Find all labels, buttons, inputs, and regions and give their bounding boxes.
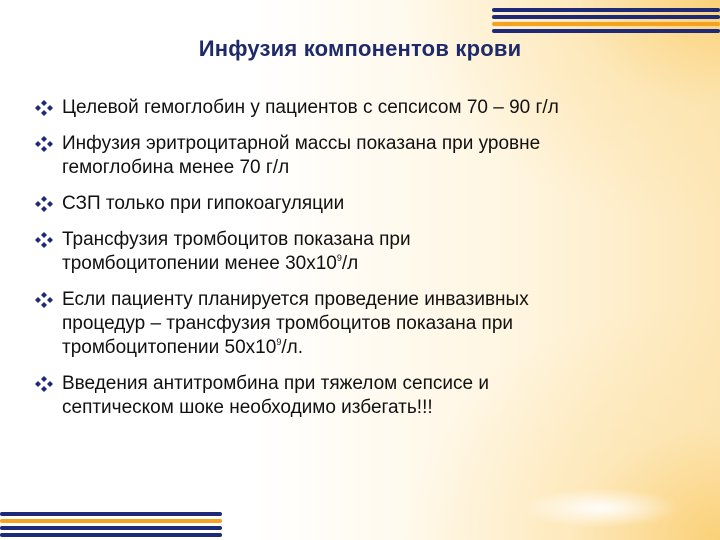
bullet-line-tail: /л. xyxy=(281,337,303,358)
bullet-item xyxy=(34,132,714,180)
bullet-line: гемоглобина менее 70 г/л xyxy=(62,157,290,178)
stripe-line xyxy=(492,15,720,19)
bullet-item xyxy=(34,192,714,216)
bullet-item xyxy=(34,96,714,120)
bullet-item xyxy=(34,372,714,420)
bullet-line-with-sup xyxy=(62,336,714,360)
bullet-line: СЗП только при гипокоагуляции xyxy=(62,193,345,214)
bullet-line: Введения антитромбина при тяжелом сепсисе и xyxy=(62,373,489,394)
bottom-left-stripes xyxy=(0,512,222,538)
bullet-line: процедур – трансфузия тромбоцитов показана при xyxy=(62,313,514,334)
stripe-line xyxy=(0,526,222,530)
bullet-line-tail: /л xyxy=(341,253,359,274)
stripe-line xyxy=(492,22,720,26)
diamond-bullet-icon xyxy=(34,195,54,213)
bullet-line: Трансфузия тромбоцитов показана при xyxy=(62,229,411,250)
bullet-line: септическом шоке необходимо избегать!!! xyxy=(62,397,433,418)
stripe-line xyxy=(0,533,222,537)
stripe-line xyxy=(492,29,720,33)
corner-glow xyxy=(520,488,680,528)
stripe-line xyxy=(0,512,222,516)
bullet-line: тромбоцитопении 50x10 xyxy=(62,337,277,358)
bullet-line: Инфузия эритроцитарной массы показана при уровне xyxy=(62,133,541,154)
top-right-stripes xyxy=(492,8,720,34)
diamond-bullet-icon xyxy=(34,231,54,249)
bullet-line: тромбоцитопении менее 30x10 xyxy=(62,253,337,274)
superscript-exponent: 9 xyxy=(276,337,282,347)
diamond-bullet-icon xyxy=(34,135,54,153)
stripe-line xyxy=(492,8,720,12)
bullet-item xyxy=(34,228,714,276)
superscript-exponent: 9 xyxy=(336,253,342,263)
diamond-bullet-icon xyxy=(34,291,54,309)
slide-title: Инфузия компонентов крови xyxy=(198,36,522,61)
diamond-bullet-icon xyxy=(34,375,54,393)
bullet-line: Если пациенту планируется проведение инвазивных xyxy=(62,289,529,310)
stripe-line xyxy=(0,519,222,523)
bullet-list xyxy=(34,96,714,432)
bullet-line-with-sup xyxy=(62,252,714,276)
bullet-line: Целевой гемоглобин у пациентов с сепсисом 70 – 90 г/л xyxy=(62,97,559,118)
diamond-bullet-icon xyxy=(34,99,54,117)
bullet-item xyxy=(34,288,714,360)
